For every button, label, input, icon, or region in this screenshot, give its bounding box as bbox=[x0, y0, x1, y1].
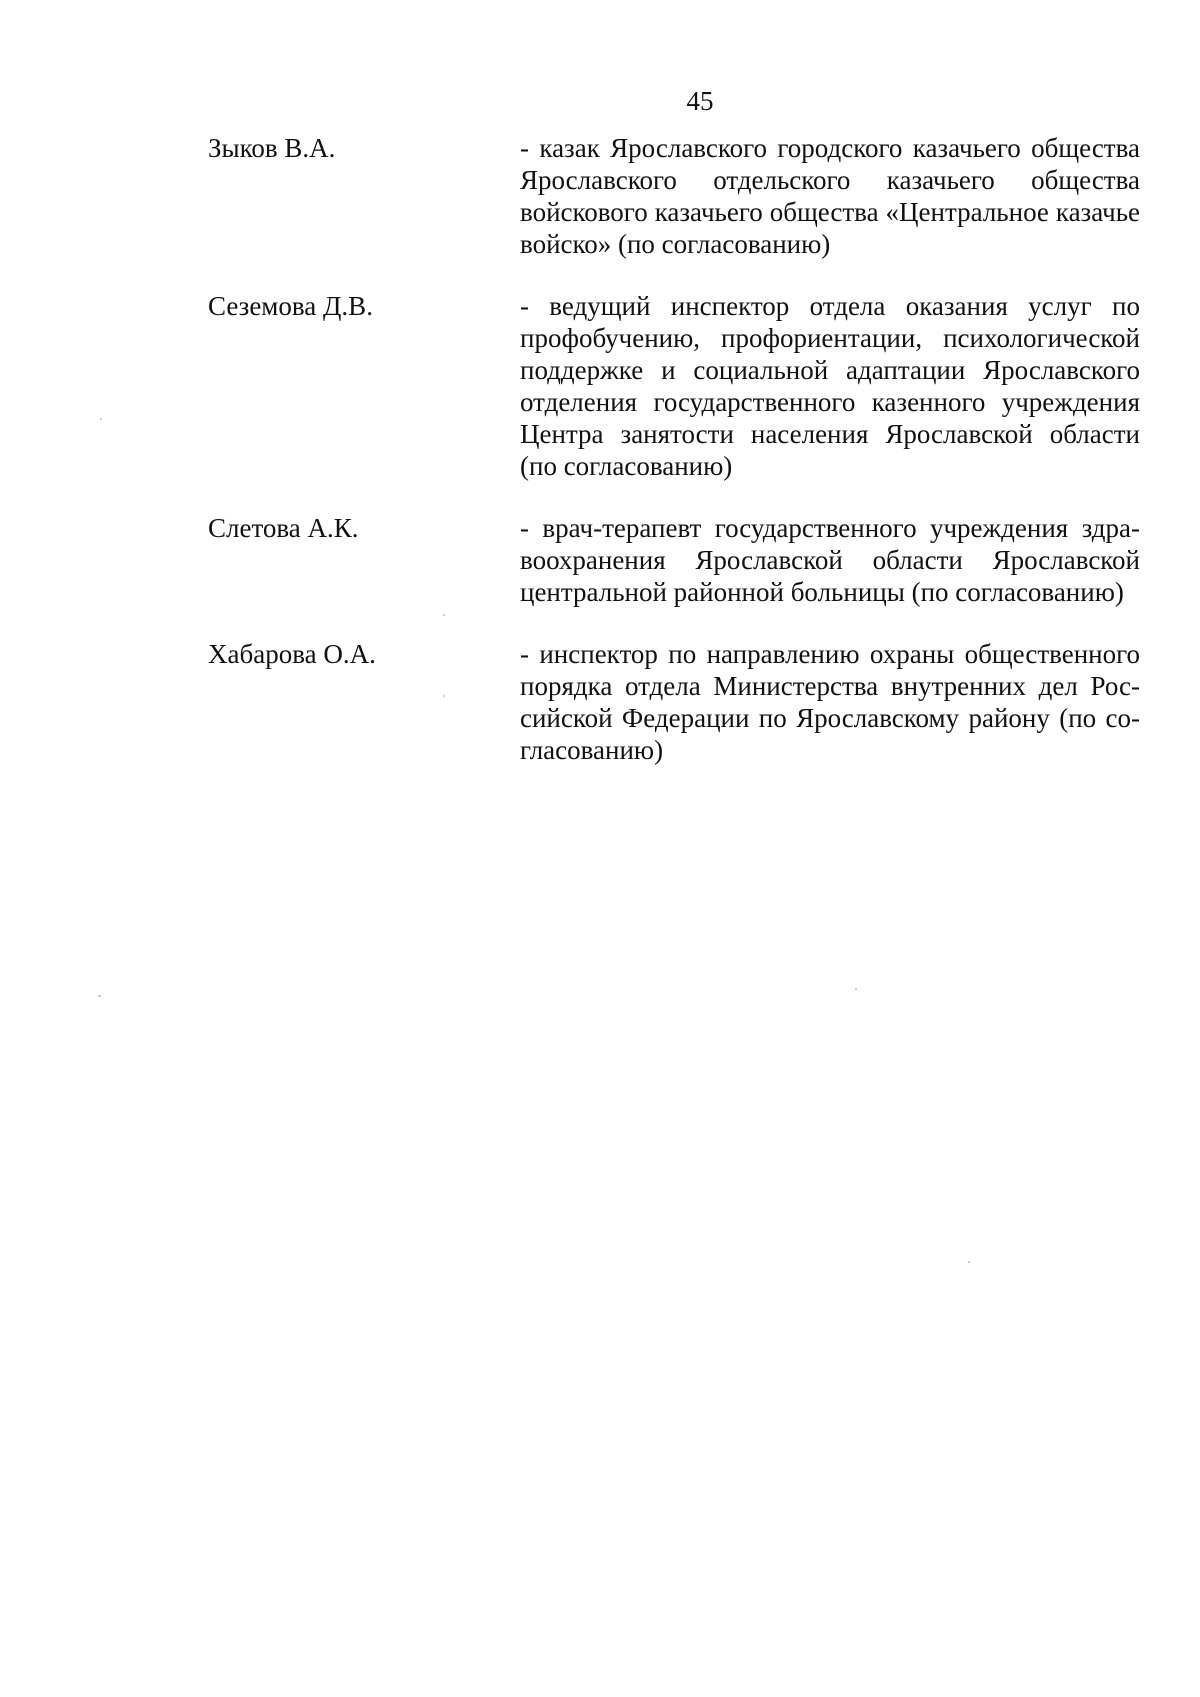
member-entry bbox=[208, 512, 1140, 608]
scan-speck bbox=[443, 614, 445, 616]
scan-speck bbox=[98, 995, 101, 997]
member-name: Сеземова Д.В. bbox=[208, 291, 373, 321]
member-entry bbox=[208, 132, 1140, 260]
scan-speck bbox=[443, 695, 445, 697]
member-description: - инспектор по направлению охраны общественного порядка отдела Министерства внутренних дел Российской Федерации по Ярославскому району (по согласованию) bbox=[520, 639, 1140, 765]
member-name: Хабарова О.А. bbox=[208, 639, 376, 669]
page-number: 45 bbox=[686, 86, 714, 116]
member-description: - врач-терапевт государственного учреждения здравоохранения Ярославской области Ярославской центральной районной больницы (по согласованию) bbox=[520, 513, 1140, 607]
scan-speck bbox=[100, 418, 102, 420]
member-description: - ведущий инспектор отдела оказания услуг по профобучению, профориентации, психологической поддержке и социальной адаптации Ярославского отделения государственного казенного учреждения Центра занятости населения Ярославской области (по согласованию) bbox=[520, 291, 1140, 481]
member-list bbox=[208, 132, 1140, 796]
member-name: Зыков В.А. bbox=[208, 133, 336, 163]
member-entry bbox=[208, 290, 1140, 482]
member-description: - казак Ярославского городского казачьего общества Ярославского отдельского казачьего общества войскового казачьего общества «Центральное казачье войско» (по согласованию) bbox=[520, 133, 1140, 259]
scan-speck bbox=[968, 1261, 970, 1263]
scan-speck bbox=[855, 988, 857, 990]
member-name: Слетова А.К. bbox=[208, 513, 359, 543]
member-entry bbox=[208, 638, 1140, 766]
